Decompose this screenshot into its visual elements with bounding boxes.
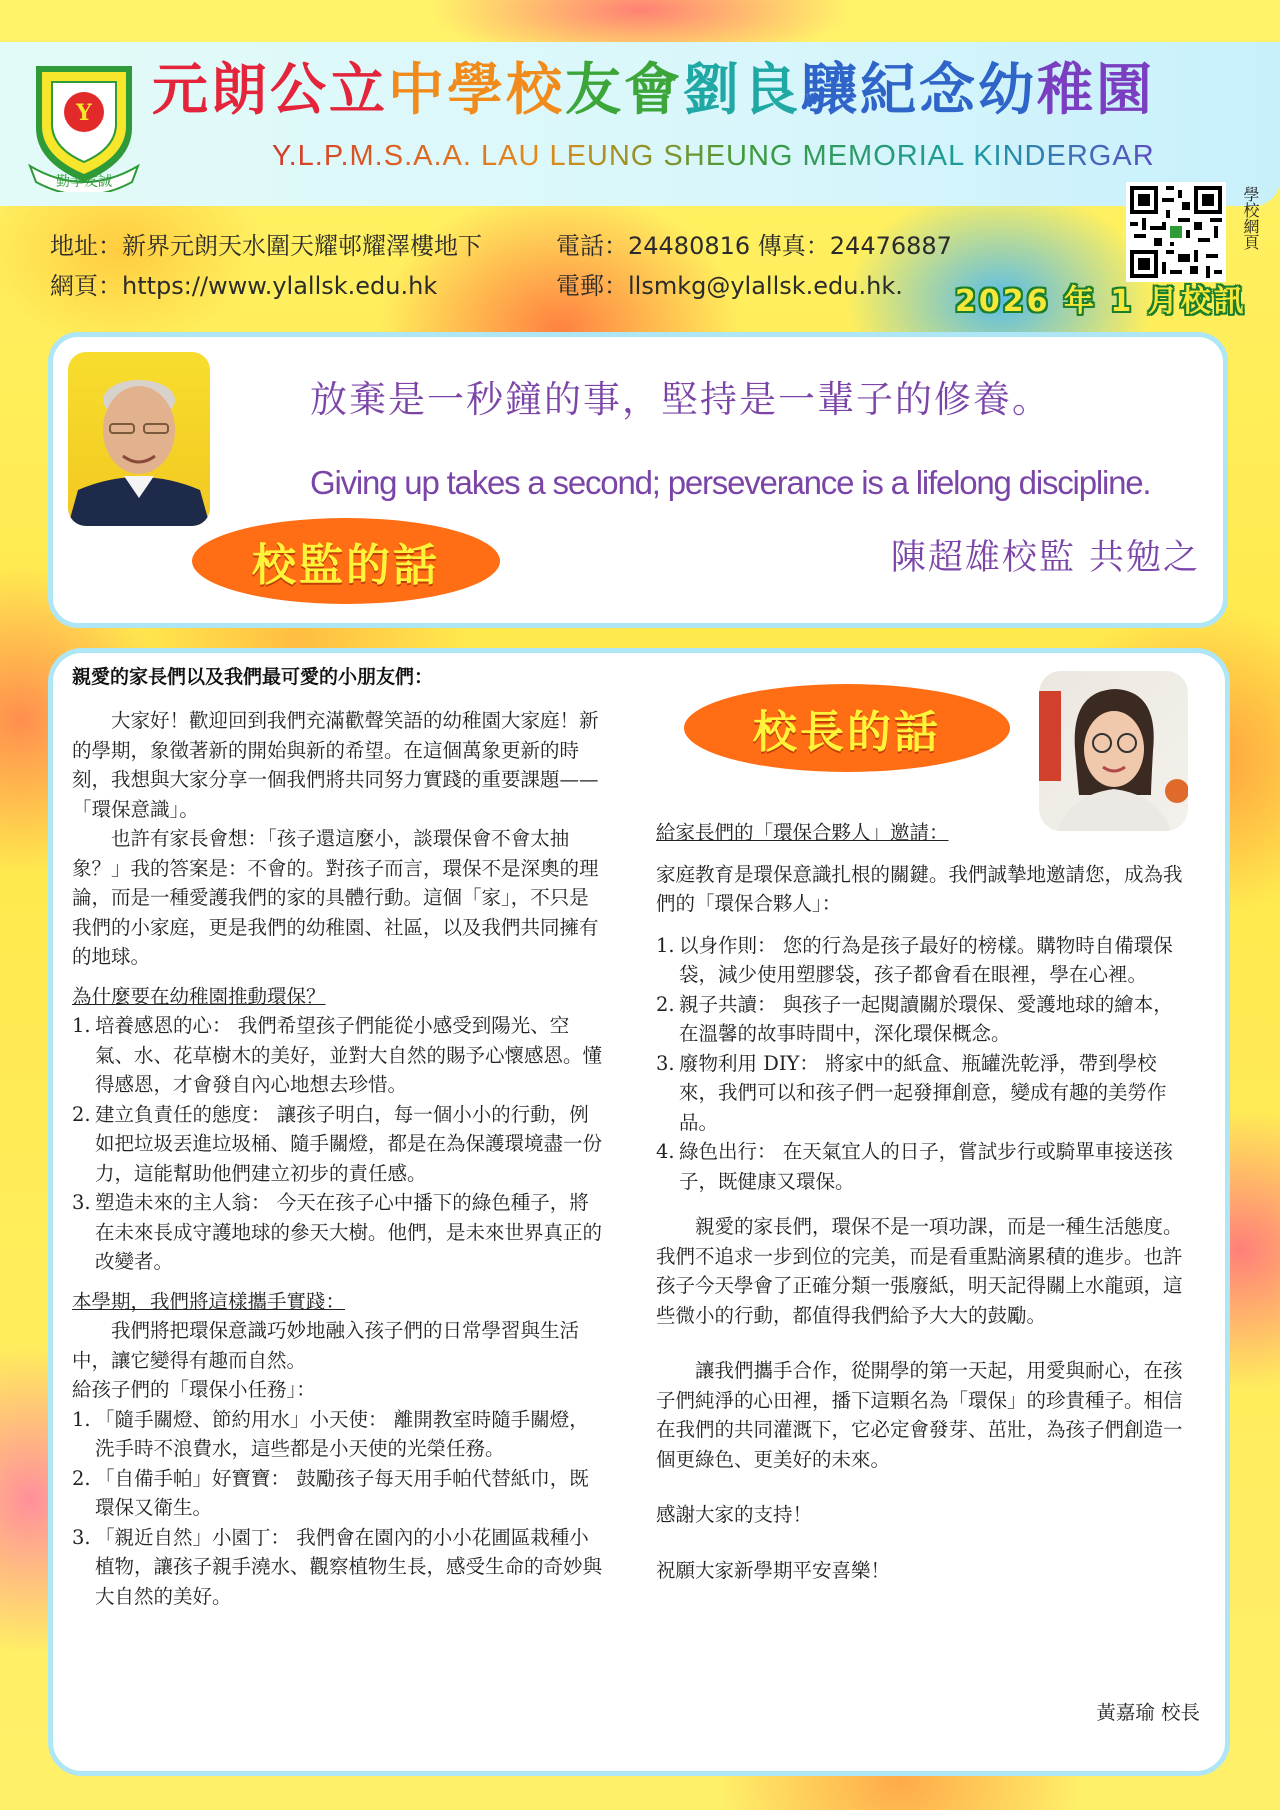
issue-date: 2026 年 1 月校訊 xyxy=(955,284,1247,319)
thanks-text: 感謝大家的支持！ xyxy=(656,1503,813,1526)
principal-left-column xyxy=(72,706,608,1611)
school-name-english: Y.L.P.M.S.A.A. LAU LEUNG SHEUNG MEMORIAL KINDERGARTEN xyxy=(272,136,1152,176)
website-link[interactable]: 網頁：https://www.ylallsk.edu.hk xyxy=(50,272,438,300)
invite-paragraph: 家庭教育是環保意識扎根的關鍵。我們誠摯地邀請您，成為我們的「環保合夥人」： xyxy=(656,862,1183,915)
address-text: 地址：新界元朗天水圍天耀邨耀澤樓地下 xyxy=(50,232,482,260)
cooperation-paragraph: 讓我們攜手合作，從開學的第一天起，用愛與耐心，在孩子們純淨的心田裡，播下這顆名為「環保」的珍貴種子。相信在我們的共同灌溉下，它必定會發芽、茁壯，為孩子們創造一個更綠色、更美好的未來。 xyxy=(656,1359,1183,1471)
principal-right-column xyxy=(656,818,1192,1585)
supervisor-heading: 校監的話 xyxy=(192,518,500,604)
term-paragraph: 我們將把環保意識巧妙地融入孩子們的日常學習與生活中，讓它變得有趣而自然。 xyxy=(72,1319,580,1372)
environment-paragraph: 也許有家長會想：「孩子還這麼小，談環保會不會太抽象？」我的答案是：不會的。對孩子而言，環保不是深奧的理論，而是一種愛護我們的家的具體行動。這個「家」，不只是我們的小家庭，更是我們的幼稚園、社區，以及我們共同擁有的地球。 xyxy=(72,827,599,968)
term-heading: 本學期，我們將這樣攜手實踐： xyxy=(72,1289,346,1313)
greeting: 親愛的家長們以及我們最可愛的小朋友們： xyxy=(72,666,434,688)
invite-list xyxy=(656,931,1192,1197)
principal-photo xyxy=(1039,671,1188,831)
list-item: 3. 塑造未來的主人翁： 今天在孩子心中播下的綠色種子，將在未來長成守護地球的參天大樹。他們，是未來世界真正的改變者。 xyxy=(72,1191,603,1273)
list-item: 2. 親子共讀： 與孩子一起閱讀關於環保、愛護地球的繪本，在溫馨的故事時間中，深化環保概念。 xyxy=(656,992,1173,1045)
quote-chinese: 放棄是一秒鐘的事，堅持是一輩子的修養。 xyxy=(310,378,1051,421)
task-list xyxy=(72,1405,608,1612)
why-heading: 為什麼要在幼稚園推動環保？ xyxy=(72,984,326,1008)
school-name-chinese: 元朗公立中學校友會劉良驤紀念幼稚園 xyxy=(152,58,1155,123)
phone-fax-text: 電話：24480816 傳真：24476887 xyxy=(556,232,952,260)
list-item: 1. 「隨手關燈、節約用水」小天使： 離開教室時隨手關燈，洗手時不浪費水，這些都是小天使的光榮任務。 xyxy=(72,1407,589,1460)
list-item: 4. 綠色出行： 在天氣宜人的日子，嘗試步行或騎單車接送孩子，既健康又環保。 xyxy=(656,1140,1173,1193)
principal-signature: 黃嘉瑜 校長 xyxy=(1096,1701,1200,1724)
qr-code-label: 學校網頁 xyxy=(1241,186,1260,250)
wish-text: 祝願大家新學期平安喜樂！ xyxy=(656,1558,891,1582)
list-item: 1. 以身作則： 您的行為是孩子最好的榜樣。購物時自備環保袋，減少使用塑膠袋，孩子都會看在眼裡，學在心裡。 xyxy=(656,933,1173,986)
school-crest-logo xyxy=(28,58,140,192)
list-item: 3. 廢物利用 DIY： 將家中的紙盒、瓶罐洗乾淨，帶到學校來，我們可以和孩子們一起發揮創意，變成有趣的美勞作品。 xyxy=(656,1051,1167,1134)
list-item: 2. 「自備手帕」好寶寶： 鼓勵孩子每天用手帕代替紙巾，既環保又衛生。 xyxy=(72,1466,589,1519)
crest-motto: 勤孝友誠 xyxy=(56,174,112,190)
list-item: 1. 培養感恩的心： 我們希望孩子們能從小感受到陽光、空氣、水、花草樹木的美好，並對大自然的賜予心懷感恩。懂得感恩，才會發自內心地想去珍惜。 xyxy=(72,1014,603,1096)
quote-english: Giving up takes a second; perseverance is a lifelong discipline. xyxy=(310,464,1151,501)
supervisor-signature: 陳超雄校監 共勉之 xyxy=(890,538,1200,578)
email-link[interactable]: 電郵：llsmkg@ylallsk.edu.hk. xyxy=(556,272,903,300)
list-item: 2. 建立負責任的態度： 讓孩子明白，每一個小小的行動，例如把垃圾丟進垃圾桶、隨手關燈，都是在為保護環境盡一份力，這能幫助他們建立初步的責任感。 xyxy=(72,1102,603,1185)
task-intro: 給孩子們的「環保小任務」： xyxy=(72,1378,316,1401)
principal-heading: 校長的話 xyxy=(684,684,1010,772)
why-list xyxy=(72,1011,608,1277)
invite-heading: 給家長們的「環保合夥人」邀請： xyxy=(656,821,949,844)
attitude-paragraph: 親愛的家長們，環保不是一項功課，而是一種生活態度。我們不追求一步到位的完美，而是看重點滴累積的進步。也許孩子今天學會了正確分類一張廢紙，明天記得關上水龍頭，這些微小的行動，都值得我們給予大大的鼓勵。 xyxy=(656,1215,1183,1327)
svg-text:Y: Y xyxy=(76,100,92,126)
supervisor-photo xyxy=(68,352,210,526)
list-item: 3. 「親近自然」小園丁： 我們會在園內的小小花圃區栽種小植物，讓孩子親手澆水、觀察植物生長，感受生命的奇妙與大自然的美好。 xyxy=(72,1525,603,1608)
qr-code[interactable] xyxy=(1126,182,1226,282)
welcome-paragraph: 大家好！歡迎回到我們充滿歡聲笑語的幼稚園大家庭！新的學期，象徵著新的開始與新的希望。在這個萬象更新的時刻，我想與大家分享一個我們將共同努力實踐的重要課題——「環保意識」。 xyxy=(72,709,599,821)
